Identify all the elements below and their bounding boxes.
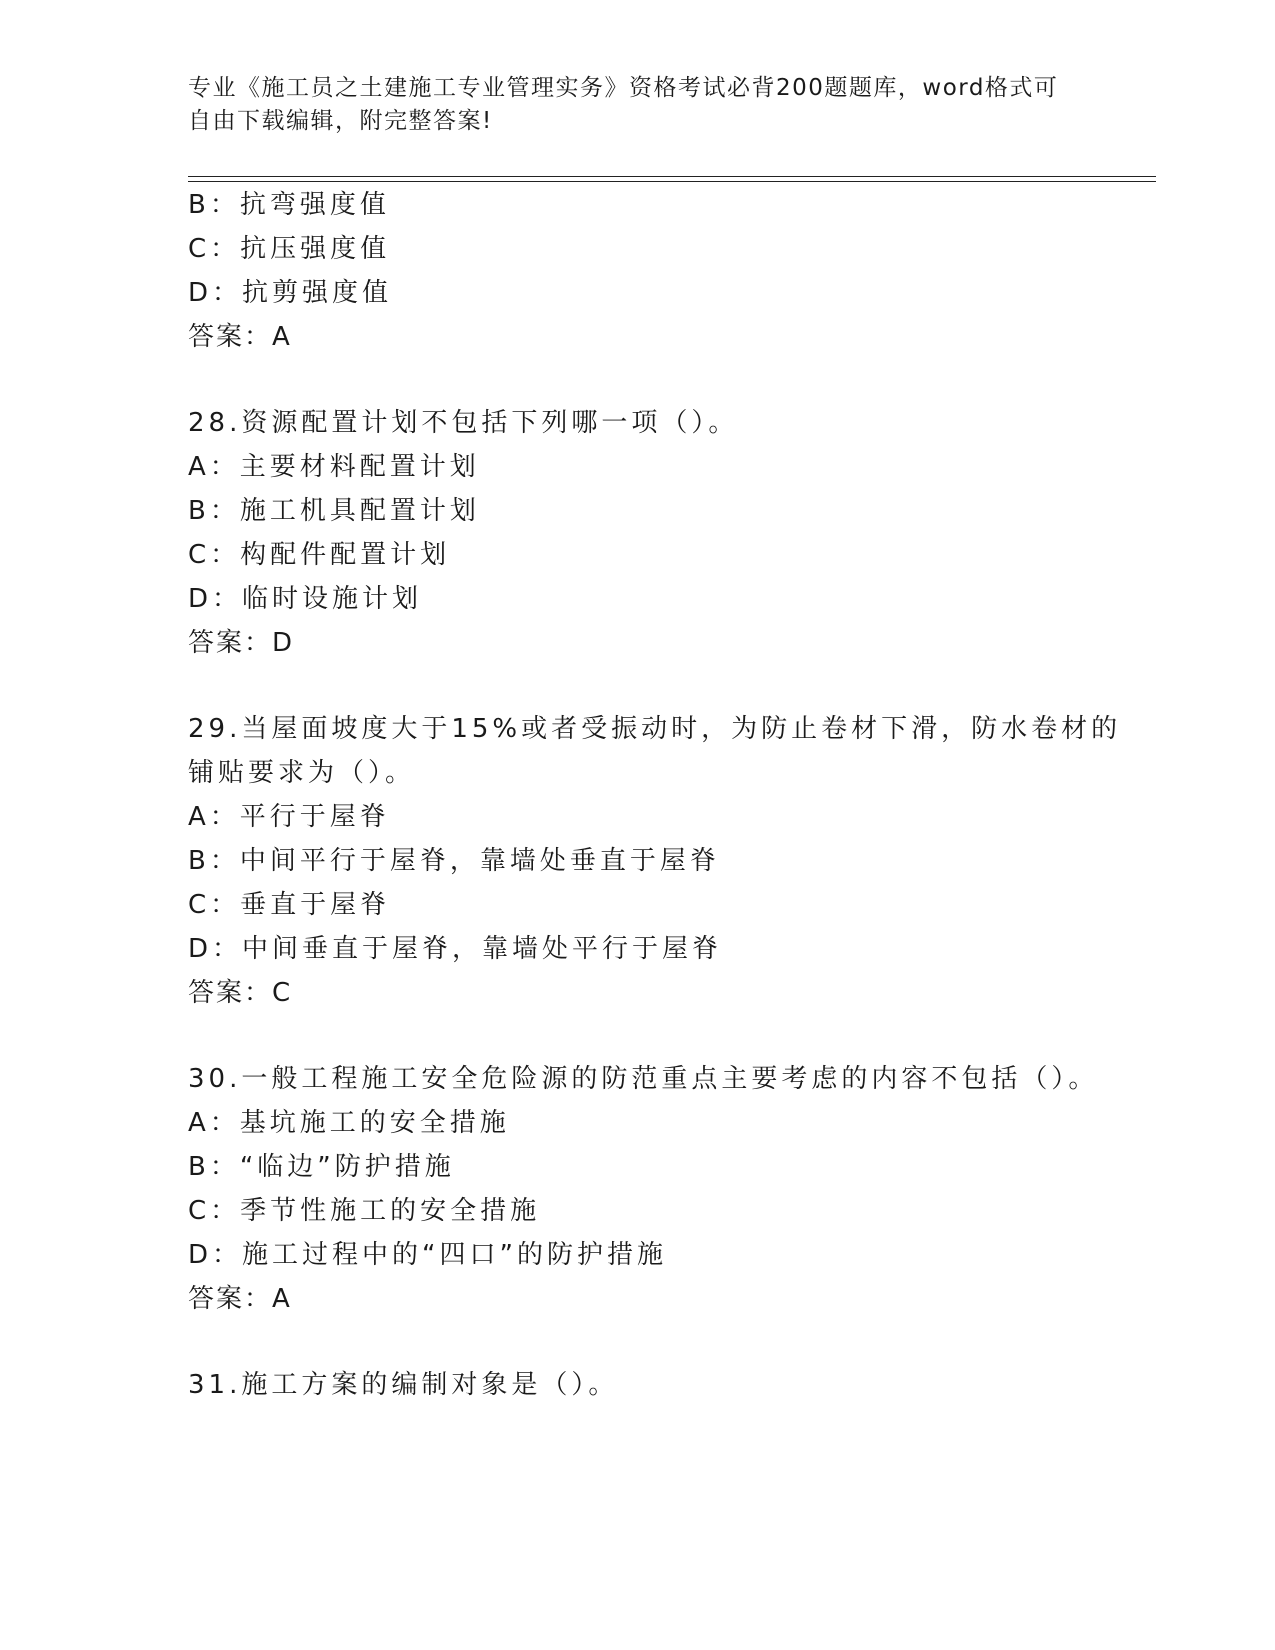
option-c: C：抗压强度值 [188, 234, 391, 264]
header-line-2: 自由下载编辑，附完整答案! [188, 108, 493, 134]
option-a: A：主要材料配置计划 [188, 452, 480, 482]
option-b: B：抗弯强度值 [188, 190, 390, 220]
option-d: D：抗剪强度值 [188, 278, 393, 308]
document-header [188, 72, 1088, 138]
answer: 答案：D [188, 628, 295, 658]
question-stem: 30.一般工程施工安全危险源的防范重点主要考虑的内容不包括（）。 [188, 1064, 1099, 1094]
option-a: A：平行于屋脊 [188, 802, 390, 832]
option-a: A：基坑施工的安全措施 [188, 1108, 510, 1138]
option-d: D：施工过程中的“四口”的防护措施 [188, 1240, 667, 1270]
header-divider-bottom [188, 181, 1156, 182]
answer: 答案：A [188, 1284, 292, 1314]
question-stem: 28.资源配置计划不包括下列哪一项（）。 [188, 408, 739, 438]
header-divider-top [188, 176, 1156, 177]
option-c: C：垂直于屋脊 [188, 890, 391, 920]
answer: 答案：C [188, 978, 293, 1008]
option-c: C：季节性施工的安全措施 [188, 1196, 541, 1226]
question-stem: 29.当屋面坡度大于15%或者受振动时，为防止卷材下滑，防水卷材的 [188, 714, 1122, 744]
question-stem: 31.施工方案的编制对象是（）。 [188, 1370, 619, 1400]
header-line-1: 专业《施工员之土建施工专业管理实务》资格考试必背200题题库，word格式可 [188, 75, 1059, 101]
option-b: B：施工机具配置计划 [188, 496, 480, 526]
option-d: D：中间垂直于屋脊，靠墙处平行于屋脊 [188, 934, 723, 964]
option-b: B：中间平行于屋脊，靠墙处垂直于屋脊 [188, 846, 720, 876]
option-c: C：构配件配置计划 [188, 540, 451, 570]
option-b: B：“临边”防护措施 [188, 1152, 455, 1182]
question-stem-continued: 铺贴要求为（）。 [188, 758, 416, 788]
answer: 答案：A [188, 322, 292, 352]
option-d: D：临时设施计划 [188, 584, 423, 614]
